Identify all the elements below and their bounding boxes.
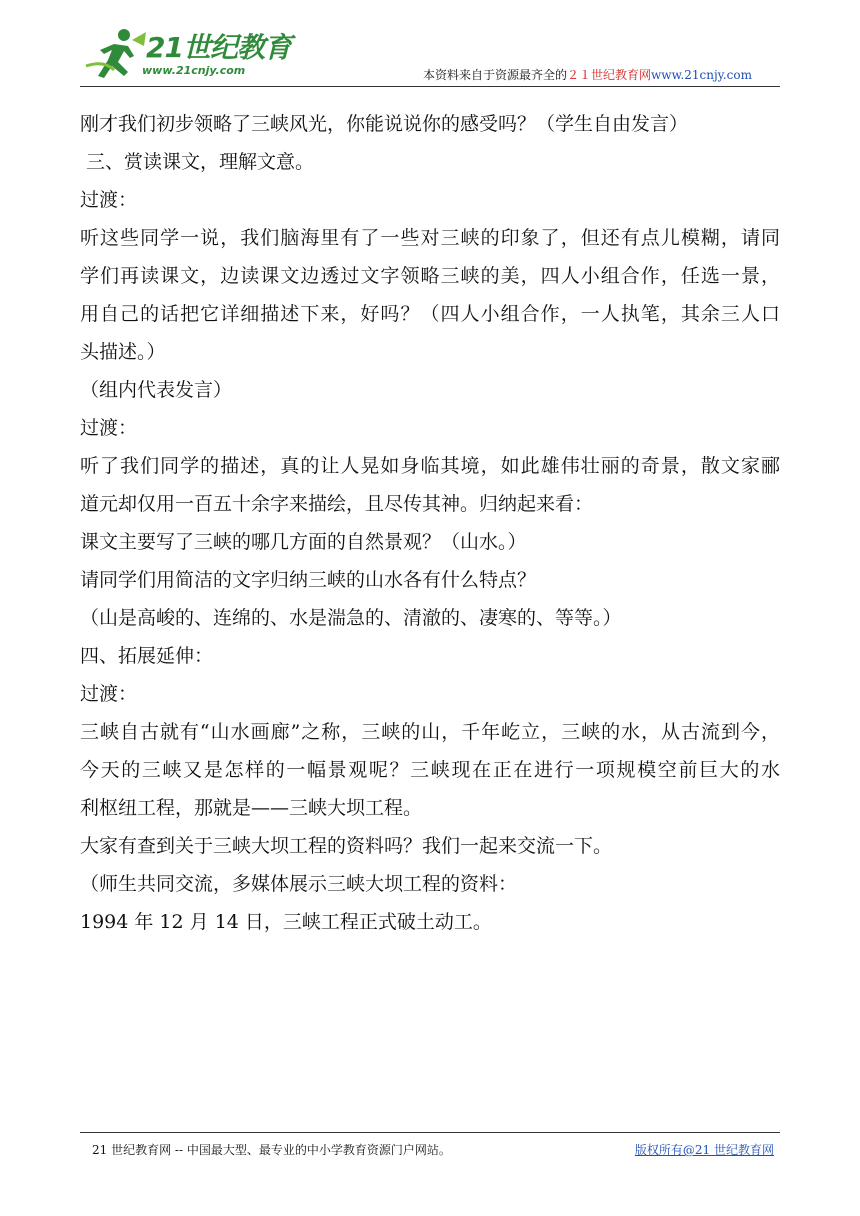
body-line: 过渡：: [80, 417, 138, 439]
body-line: 听了我们同学的描述，真的让人晃如身临其境，如此雄伟壮丽的奇景，散文家郦: [80, 455, 780, 477]
footer-divider: [80, 1132, 780, 1133]
body-line: 大家有查到关于三峡大坝工程的资料吗？我们一起来交流一下。: [80, 835, 613, 857]
body-line: 头描述。）: [80, 341, 166, 363]
body-line: 听这些同学一说，我们脑海里有了一些对三峡的印象了，但还有点儿模糊，请同: [80, 227, 780, 249]
site-logo: [84, 26, 294, 88]
footer-copyright-link[interactable]: 版权所有@21 世纪教育网: [634, 1143, 774, 1157]
body-line: 用自己的话把它详细描述下来，好吗？（四人小组合作，一人执笔，其余三人口: [80, 303, 780, 325]
header-divider: [80, 86, 780, 87]
logo-text: 21世纪教育: [146, 31, 291, 64]
body-line: 过渡：: [80, 189, 138, 211]
header-note-prefix: 本资料来自于资源最齐全的: [423, 68, 568, 82]
logo-url: www.21cnjy.com: [142, 64, 246, 77]
body-line: 三峡自古就有“山水画廊”之称，三峡的山，千年屹立，三峡的水，从古流到今，: [80, 721, 780, 743]
body-line: （山是高峻的、连绵的、水是湍急的、清澈的、凄寒的、等等。）: [80, 607, 622, 629]
page-header: [0, 0, 860, 100]
body-line: 刚才我们初步领略了三峡风光，你能说说你的感受吗？（学生自由发言）: [80, 113, 689, 135]
body-line: 请同学们用简洁的文字归纳三峡的山水各有什么特点？: [80, 569, 537, 591]
body-line: （组内代表发言）: [80, 379, 233, 401]
body-line: 道元却仅用一百五十余字来描绘，且尽传其神。归纳起来看：: [80, 493, 594, 515]
document-body: [80, 105, 780, 941]
section-heading: 四、拓展延伸：: [80, 645, 214, 667]
body-line: 今天的三峡又是怎样的一幅景观呢？三峡现在正在进行一项规模空前巨大的水: [80, 759, 780, 781]
body-line: 课文主要写了三峡的哪几方面的自然景观？（山水。）: [80, 531, 527, 553]
body-line: （师生共同交流，多媒体展示三峡大坝工程的资料：: [80, 873, 518, 895]
section-heading: 三、赏读课文，理解文意。: [80, 151, 315, 173]
body-line: 学们再读课文，边读课文边透过文字领略三峡的美，四人小组合作，任选一景，: [80, 265, 780, 287]
footer-tagline: 21 世纪教育网 -- 中国最大型、最专业的中小学教育资源门户网站。: [92, 1143, 451, 1157]
header-note-url[interactable]: www.21cnjy.com: [651, 68, 752, 82]
body-line: 1994 年 12 月 14 日，三峡工程正式破土动工。: [80, 911, 492, 933]
header-note: [423, 66, 752, 83]
runner-logo-icon: [84, 26, 148, 82]
body-line: 过渡：: [80, 683, 138, 705]
body-line: 利枢纽工程，那就是——三峡大坝工程。: [80, 797, 423, 819]
header-note-site: ２１世纪教育网: [567, 68, 652, 82]
